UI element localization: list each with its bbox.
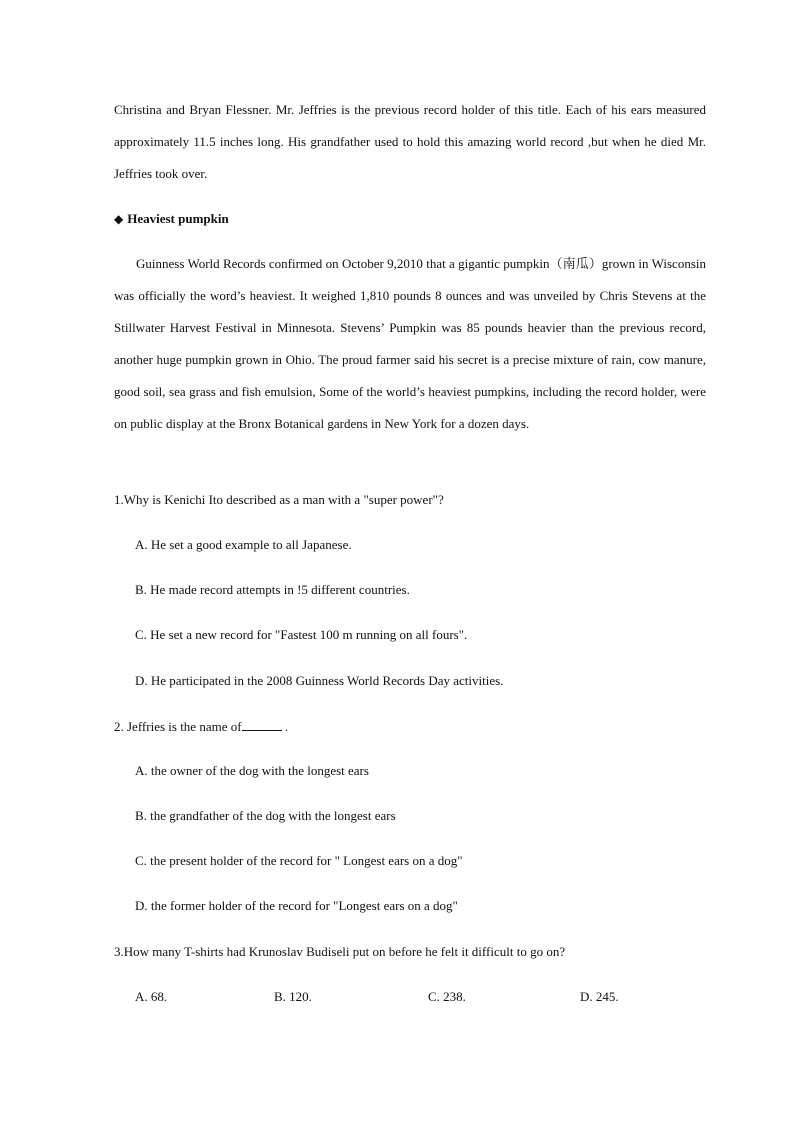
question-2-stem — [114, 718, 288, 735]
diamond-bullet-icon: ◆ — [114, 212, 124, 226]
question-2-stem-end: . — [281, 719, 289, 734]
question-1-option-a: A. He set a good example to all Japanese. — [135, 537, 352, 552]
question-1-option-c: C. He set a new record for "Fastest 100 m running on all fours". — [135, 627, 468, 642]
passage-paragraph-pumpkin: Guinness World Records confirmed on October 9,2010 that a gigantic pumpkin（南瓜）grown in Wisconsin was officially the word’s heaviest. It weighed 1,810 pounds 8 ounces and was unveiled by Chris Stevens at the Stillwater Harvest Festival in Minnesota. Stevens’ Pumpkin was 85 pounds heavier than the previous record, another huge pumpkin grown in Ohio. The proud farmer said his secret is a precise mixture of rain, cow manure, good soil, sea grass and fish emulsion, Some of the world’s heaviest pumpkins, including the record holder, were on public display at the Bronx Botanical gardens in New York for a dozen days. — [114, 256, 706, 431]
question-3-option-d: D. 245. — [580, 989, 619, 1004]
question-1-stem: 1.Why is Kenichi Ito described as a man with a "super power"? — [114, 492, 444, 507]
question-2-option-d: D. the former holder of the record for "Longest ears on a dog" — [135, 898, 458, 913]
question-3-option-a: A. 68. — [135, 989, 168, 1004]
question-3-option-b: B. 120. — [274, 989, 312, 1004]
question-3-stem: 3.How many T-shirts had Krunoslav Budiseli put on before he felt it difficult to go on? — [114, 944, 566, 959]
question-3-option-c: C. 238. — [428, 989, 466, 1004]
question-2-option-b: B. the grandfather of the dog with the longest ears — [135, 808, 396, 823]
question-1-option-d: D. He participated in the 2008 Guinness World Records Day activities. — [135, 673, 504, 688]
question-2-stem-text: 2. Jeffries is the name of — [114, 719, 242, 734]
section-title: Heaviest pumpkin — [127, 211, 229, 226]
passage-paragraph-continued: Christina and Bryan Flessner. Mr. Jeffries is the previous record holder of this title. Each of his ears measured approximately 11.5 inches long. His grandfather used to hold this amazing world record ,but when he died Mr. Jeffries took over. — [114, 102, 706, 181]
answer-blank — [242, 718, 282, 731]
section-heading — [114, 211, 229, 227]
question-2-option-a: A. the owner of the dog with the longest ears — [135, 763, 369, 778]
question-2-option-c: C. the present holder of the record for " Longest ears on a dog" — [135, 853, 463, 868]
question-1-option-b: B. He made record attempts in !5 different countries. — [135, 582, 410, 597]
